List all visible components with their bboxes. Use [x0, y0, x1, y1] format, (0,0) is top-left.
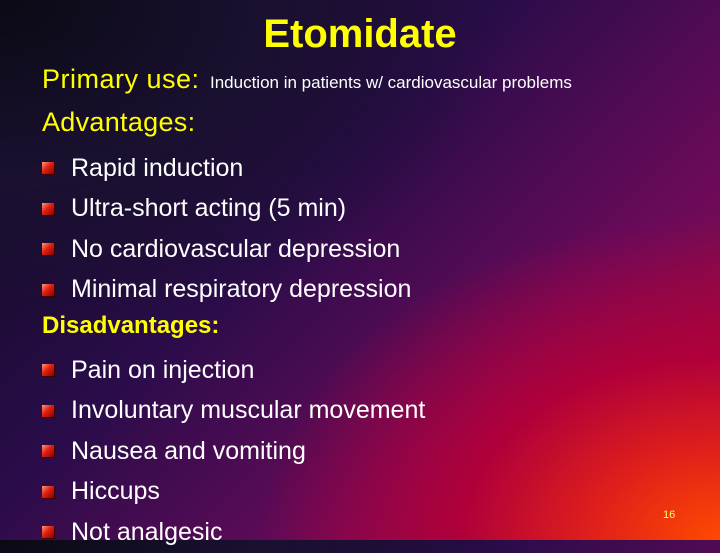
list-item	[42, 512, 425, 553]
advantages-heading: Advantages:	[42, 107, 196, 137]
primary-use-line	[42, 64, 572, 95]
list-item	[42, 391, 425, 432]
disadvantage-text: Pain on injection	[71, 355, 255, 384]
square-bullet-icon	[42, 486, 54, 498]
disadvantage-text: Involuntary muscular movement	[71, 396, 426, 425]
disadvantages-heading: Disadvantages:	[42, 312, 220, 339]
list-item	[42, 350, 425, 391]
list-item	[42, 229, 411, 270]
disadvantage-text: Nausea and vomiting	[71, 436, 306, 465]
square-bullet-icon	[42, 162, 54, 174]
page-number: 16	[663, 509, 676, 521]
disadvantage-text: Hiccups	[71, 477, 160, 506]
advantage-text: Rapid induction	[71, 153, 244, 182]
slide-title: Etomidate	[263, 12, 457, 56]
list-item	[42, 189, 411, 230]
square-bullet-icon	[42, 445, 54, 457]
advantages-list	[42, 148, 411, 310]
square-bullet-icon	[42, 526, 54, 538]
square-bullet-icon	[42, 203, 54, 215]
square-bullet-icon	[42, 284, 54, 296]
list-item	[42, 431, 425, 472]
advantage-text: Minimal respiratory depression	[71, 275, 412, 304]
disadvantages-list	[42, 350, 425, 553]
square-bullet-icon	[42, 243, 54, 255]
disadvantage-text: Not analgesic	[71, 517, 223, 546]
list-item	[42, 270, 411, 311]
list-item	[42, 472, 425, 513]
primary-use-label: Primary use:	[42, 64, 200, 94]
advantage-text: No cardiovascular depression	[71, 234, 401, 263]
square-bullet-icon	[42, 364, 54, 376]
advantage-text: Ultra-short acting (5 min)	[71, 194, 347, 223]
square-bullet-icon	[42, 405, 54, 417]
list-item	[42, 148, 411, 189]
primary-use-value: Induction in patients w/ cardiovascular problems	[210, 73, 572, 92]
